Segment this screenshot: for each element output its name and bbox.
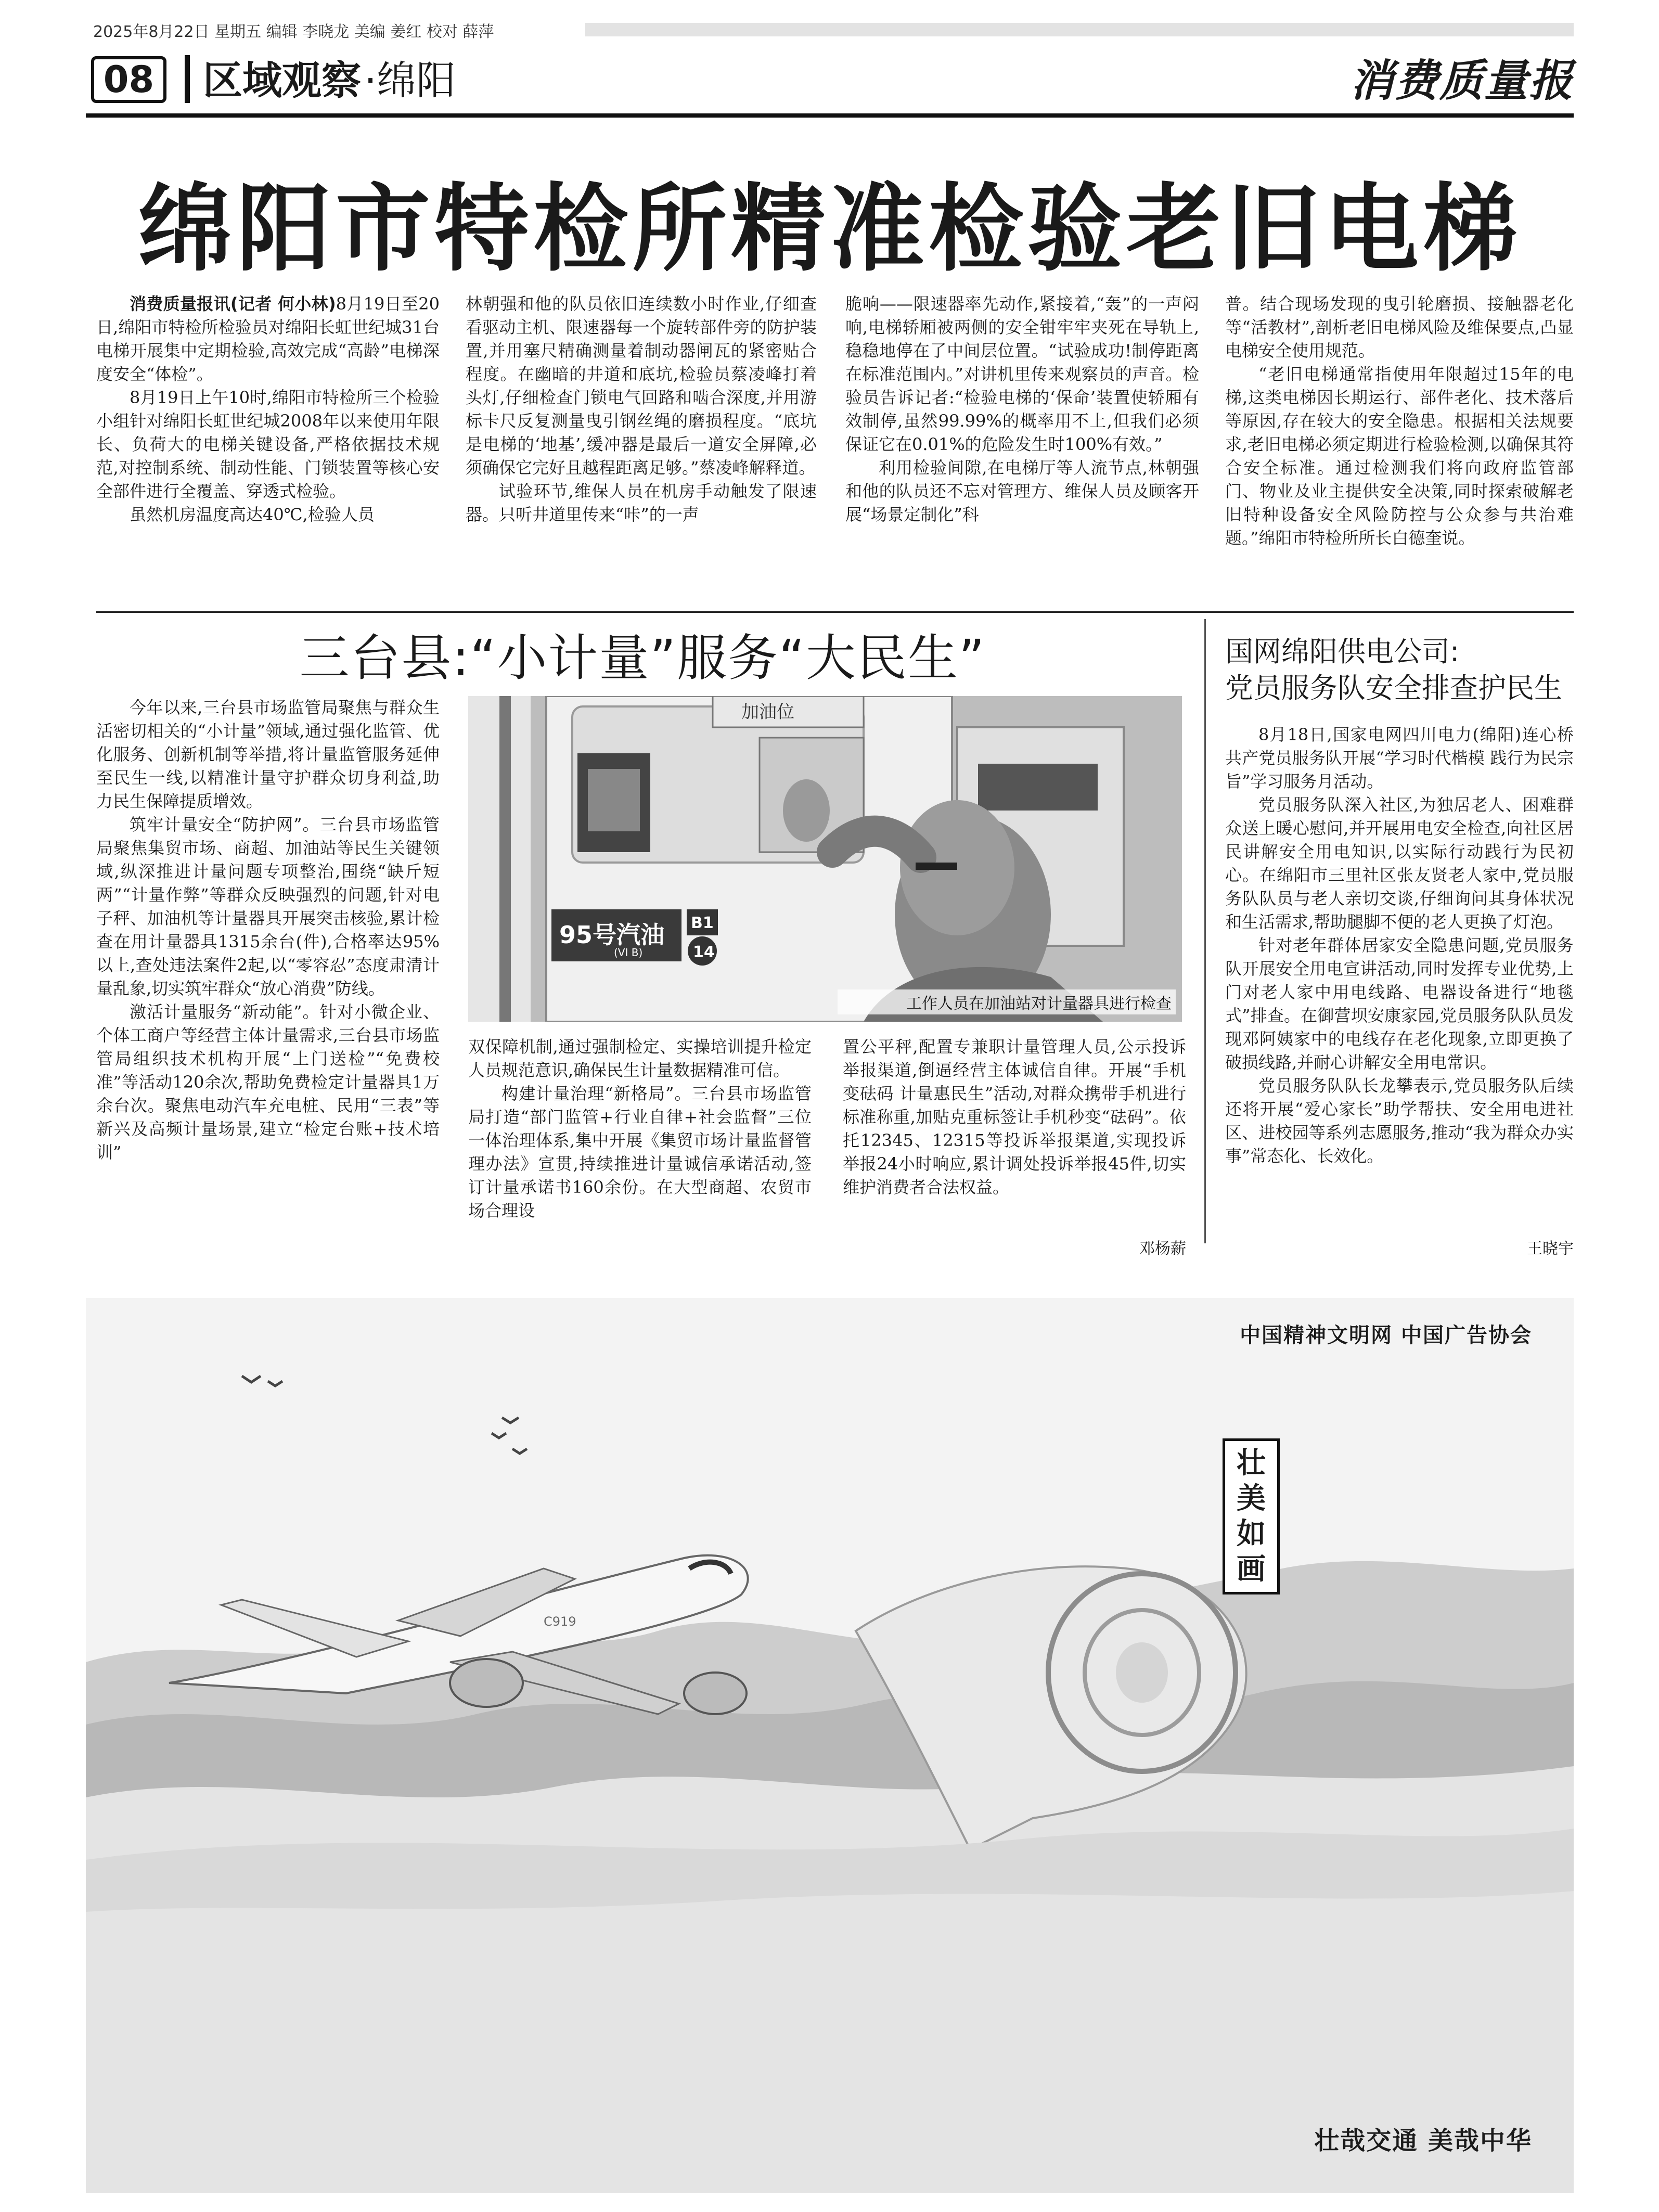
- article3-paragraph: 针对老年群体居家安全隐患问题,党员服务队开展安全用电宣讲活动,同时发挥专业优势,上门对老人家中用电线路、电器设备进行“地毯式”排查。在御营坝安康家园,党员服务队队员发现邓阿姨家中的电线存在老化现象,立即更换了破损线路,并耐心讲解安全用电常识。: [1225, 935, 1574, 1072]
- gas-station-photo: [468, 696, 1182, 1022]
- article1-column-2: [466, 292, 817, 526]
- article3-column: [1225, 723, 1574, 1168]
- pump-top-label: 加油位: [741, 702, 794, 723]
- ad-organizations: 中国精神文明网 中国广告协会: [1240, 1323, 1532, 1347]
- article2-column-1: [96, 696, 440, 1164]
- photo-illustration: [468, 696, 1182, 1022]
- article2-byline: 邓杨薪: [1139, 1240, 1186, 1258]
- pump-code-label: B1: [691, 914, 714, 932]
- article1-paragraph: 林朝强和他的队员依旧连续数小时作业,仔细查看驱动主机、限速器每一个旋转部件旁的防护装置,并用塞尺精确测量着制动器闸瓦的紧密贴合程度。在幽暗的井道和底坑,检验员蔡凌峰打着头灯,仔细检查门锁电气回路和啮合深度,并用游标卡尺反复测量曳引钢丝绳的磨损程度。“底坑是电梯的‘地基’,缓冲器是最后一道安全屏障,必须确保它完好且越程距离足够。”蔡凌峰解释道。: [466, 294, 817, 478]
- article3-headline: [1225, 634, 1574, 706]
- article2-column-2: [468, 1035, 812, 1223]
- article1-paragraph: “老旧电梯通常指使用年限超过15年的电梯,这类电梯因长期运行、部件老化、技术落后等原因,存在较大的安全隐患。根据相关法规要求,老旧电梯必须定期进行检验检测,以确保其符合安全标准。通过检测我们将向政府监管部门、物业及业主提供安全决策,同时探索破解老旧特种设备安全风险防控与公众参与共治难题。”绵阳市特检所所长白德奎说。: [1225, 364, 1574, 548]
- article1-headline: 绵阳市特检所精准检验老旧电梯: [138, 174, 1522, 284]
- article1-paragraph: 普。结合现场发现的曳引轮磨损、接触器老化等“活教材”,剖析老旧电梯风险及维保要点,凸显电梯安全使用规范。: [1225, 294, 1574, 361]
- article2-paragraph: 置公平秤,配置专兼职计量管理人员,公示投诉举报渠道,倒逼经营主体诚信自律。开展“手机变砝码 计量惠民生”活动,对群众携带手机进行标准称重,加贴克重标签让手机秒变“砝码”。依托12345、12315等投诉举报渠道,实现投诉举报24小时响应,累计调处投诉举报45件,切实维护消费者合法权益。: [843, 1037, 1186, 1197]
- seal-char: 画: [1237, 1552, 1266, 1586]
- photo-caption: 工作人员在加油站对计量器具进行检查: [838, 989, 1176, 1014]
- article1-paragraph: 虽然机房温度高达40℃,检验人员: [130, 505, 375, 524]
- article1-paragraph: 利用检验间隙,在电梯厅等人流节点,林朝强和他的队员还不忘对管理方、维保人员及顾客开展“场景定制化”科: [845, 458, 1199, 524]
- article1-column-1: [96, 292, 440, 526]
- column-divider: [1204, 619, 1206, 1243]
- article3-paragraph: 党员服务队队长龙攀表示,党员服务队后续还将开展“爱心家长”助学帮扶、安全用电进社区、进校园等系列志愿服务,推动“我为群众办实事”常态化、长效化。: [1225, 1076, 1574, 1166]
- ad-slogan: 壮哉交通 美哉中华: [1314, 2126, 1532, 2155]
- page-number: 08: [91, 56, 166, 103]
- article2-headline: 三台县:“小计量”服务“大民生”: [299, 629, 986, 687]
- newspaper-brand: 消费质量报: [1349, 55, 1574, 106]
- article1-dateline: 消费质量报讯(记者 何小林): [130, 294, 336, 314]
- article3-paragraph: 党员服务队深入社区,为独居老人、困难群众送上暖心慰问,并开展用电安全检查,向社区居民讲解安全用电知识,以实际行动践行为民初心。在绵阳市三里社区张友贤老人家中,党员服务队队员与老人亲切交谈,仔细询问其身体状况和生活需求,帮助腿脚不便的老人更换了灯泡。: [1225, 795, 1574, 932]
- section-name: 区域观察: [203, 57, 361, 104]
- header-rule: [86, 113, 1574, 118]
- section-title: [203, 52, 456, 109]
- article2-paragraph: 双保障机制,通过强制检定、实操培训提升检定人员规范意识,确保民生计量数据精准可信。: [468, 1037, 812, 1080]
- seal-char: 美: [1237, 1481, 1266, 1515]
- article3-byline: 王晓宇: [1527, 1240, 1574, 1258]
- article1-paragraph: 8月19日上午10时,绵阳市特检所三个检验小组针对绵阳长虹世纪城2008年以来使用年限长、负荷大的电梯关键设备,严格依据技术规范,对控制系统、制动性能、门锁装置等核心安全部件进行全覆盖、穿透式检验。: [96, 388, 440, 501]
- article1-paragraph: 消费质量报讯(记者 何小林)8月19日至20日,绵阳市特检所检验员对绵阳长虹世纪城31台电梯开展集中定期检验,高效完成“高龄”电梯深度安全“体检”。: [96, 294, 440, 384]
- seal-char: 壮: [1237, 1446, 1266, 1480]
- section-city: ·绵阳: [364, 57, 456, 104]
- issue-meta: 2025年8月22日 星期五 编辑 李晓龙 美编 姜红 校对 薛萍: [93, 23, 494, 41]
- pump-number-label: 14: [693, 943, 715, 961]
- article3-paragraph: 8月18日,国家电网四川电力(绵阳)连心桥共产党员服务队开展“学习时代楷模 践行为民宗旨”学习服务月活动。: [1225, 725, 1574, 791]
- article1-column-4: [1225, 292, 1574, 550]
- masthead-meta-line: [86, 19, 1574, 40]
- article2-paragraph: 今年以来,三台县市场监管局聚焦与群众生活密切相关的“小计量”领域,通过强化监管、优化服务、创新机制等举措,将计量监管服务延伸至民生一线,以精准计量守护群众切身利益,助力民生保障提质增效。: [96, 698, 440, 811]
- article3-headline-line2: 党员服务队安全排查护民生: [1225, 672, 1562, 704]
- seal-char: 如: [1237, 1516, 1266, 1551]
- public-service-ad: [86, 1298, 1574, 2193]
- ad-illustration: [86, 1298, 1574, 2193]
- fuel-grade-label: 95号汽油: [559, 921, 665, 949]
- page-header: [86, 52, 1574, 109]
- article1-paragraph: 试验环节,维保人员在机房手动触发了限速器。只听井道里传来“咔”的一声: [466, 481, 817, 524]
- article2-paragraph: 构建计量治理“新格局”。三台县市场监管局打造“部门监管+行业自律+社会监督”三位一体治理体系,集中开展《集贸市场计量监督管理办法》宣贯,持续推进计量诚信承诺活动,签订计量承诺书160余份。在大型商超、农贸市场合理设: [468, 1084, 812, 1220]
- article2-paragraph: 激活计量服务“新动能”。针对小微企业、个体工商户等经营主体计量需求,三台县市场监管局组织技术机构开展“上门送检”“免费校准”等活动120余次,帮助免费检定计量器具1万余台次。聚焦电动汽车充电桩、民用“三表”等新兴及高频计量场景,建立“检定台账+技术培训”: [96, 1002, 440, 1162]
- article1-column-3: [845, 292, 1199, 526]
- article3-headline-line1: 国网绵阳供电公司:: [1225, 635, 1460, 668]
- header-divider: [185, 55, 190, 103]
- article1-paragraph: 脆响——限速器率先动作,紧接着,“轰”的一声闷响,电梯轿厢被两侧的安全钳牢牢夹死在导轨上,稳稳地停在了中间层位置。“试验成功!制停距离在标准范围内。”对讲机里传来观察员的声音。检验员告诉记者:“检验电梯的‘保命’装置使轿厢有效制停,虽然99.99%的概率用不上,但我们必须保证它在0.01%的危险发生时100%有效。”: [845, 294, 1199, 454]
- article2-paragraph: 筑牢计量安全“防护网”。三台县市场监管局聚焦集贸市场、商超、加油站等民生关键领域,纵深推进计量问题专项整治,围绕“缺斤短两”“计量作弊”等群众反映强烈的问题,针对电子秤、加油机等计量器具开展突击核验,累计检查在用计量器具1315余台(件),合格率达95%以上,查处违法案件2起,以“零容忍”态度肃清计量乱象,切实筑牢群众“放心消费”防线。: [96, 815, 440, 998]
- ad-seal: [1223, 1438, 1280, 1594]
- plane-model-text: C919: [544, 1614, 576, 1629]
- fuel-grade-sublabel: (VI B): [614, 946, 643, 959]
- header-decoration-bar: [585, 23, 1574, 36]
- article2-column-3: [843, 1035, 1186, 1199]
- section-divider: [96, 611, 1574, 613]
